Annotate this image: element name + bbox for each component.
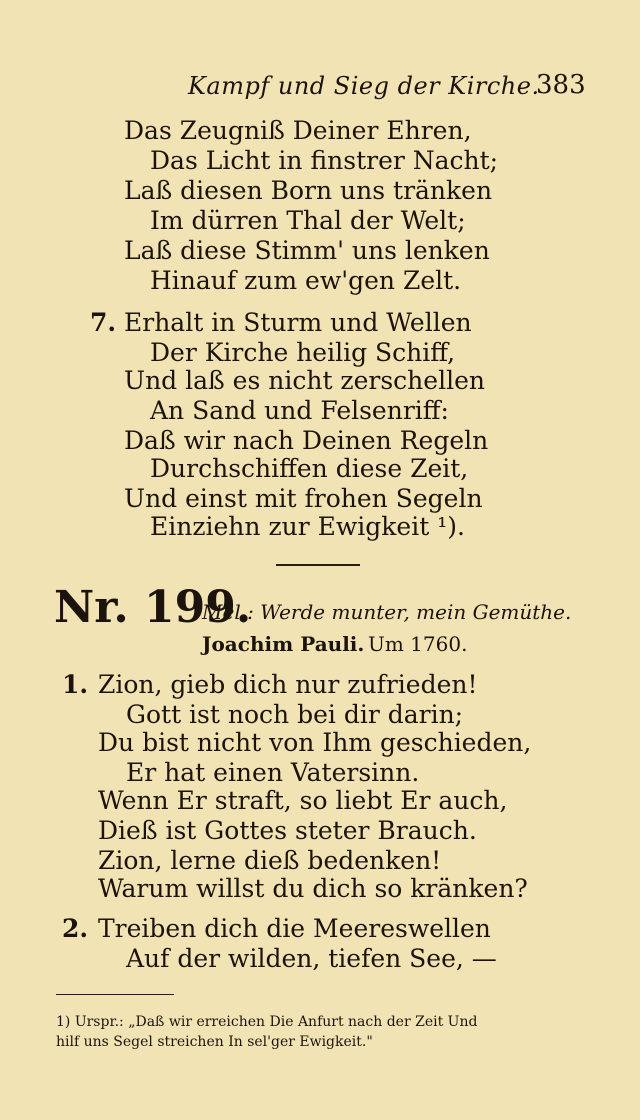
footnote-line: hilf uns Segel streichen In sel'ger Ewigkeit." (56, 1034, 373, 1050)
hymn-author: Joachim Pauli. (202, 632, 365, 656)
verse-line: Auf der wilden, tiefen See, — (126, 944, 497, 973)
running-header-title: Kampf und Sieg der Kirche. (188, 72, 540, 100)
verse-line: Einziehn zur Ewigkeit ¹). (150, 512, 465, 541)
hymn-year: Um 1760. (368, 632, 468, 656)
verse-line: Wenn Er straft, so liebt Er auch, (98, 786, 508, 815)
hymn-number: Nr. 199. (54, 582, 252, 633)
section-divider (276, 564, 360, 566)
verse-line: Und einst mit frohen Segeln (124, 484, 483, 513)
stanza-number: 1. (62, 670, 89, 699)
verse-line: Und laß es nicht zerschellen (124, 366, 485, 395)
verse-line: Das Licht in finstrer Nacht; (150, 146, 499, 175)
footnote-rule (56, 994, 174, 995)
stanza-number: 2. (62, 914, 89, 943)
verse-line: Das Zeugniß Deiner Ehren, (124, 116, 472, 145)
verse-line: Durchschiffen diese Zeit, (150, 454, 469, 483)
stanza-number: 7. (90, 308, 117, 337)
verse-line: Zion, lerne dieß bedenken! (98, 846, 442, 875)
verse-line: Laß diesen Born uns tränken (124, 176, 493, 205)
verse-line: Gott ist noch bei dir darin; (126, 700, 464, 729)
verse-line: Daß wir nach Deinen Regeln (124, 426, 489, 455)
verse-line: Erhalt in Sturm und Wellen (124, 308, 472, 337)
verse-line: An Sand und Felsenriff: (150, 396, 449, 425)
footnote-line: 1) Urspr.: „Daß wir erreichen Die Anfurt nach der Zeit Und (56, 1014, 478, 1030)
page-number: 383 (536, 70, 586, 100)
melody-reference: Mel.: Werde munter, mein Gemüthe. (202, 600, 572, 624)
verse-line: Du bist nicht von Ihm geschieden, (98, 728, 532, 757)
verse-line: Hinauf zum ew'gen Zelt. (150, 266, 462, 295)
verse-line: Treiben dich die Meereswellen (98, 914, 491, 943)
verse-line: Er hat einen Vatersinn. (126, 758, 420, 787)
verse-line: Der Kirche heilig Schiff, (150, 338, 456, 367)
verse-line: Im dürren Thal der Welt; (150, 206, 466, 235)
verse-line: Dieß ist Gottes steter Brauch. (98, 816, 477, 845)
verse-line: Zion, gieb dich nur zufrieden! (98, 670, 478, 699)
verse-line: Warum willst du dich so kränken? (98, 874, 528, 903)
verse-line: Laß diese Stimm' uns lenken (124, 236, 490, 265)
